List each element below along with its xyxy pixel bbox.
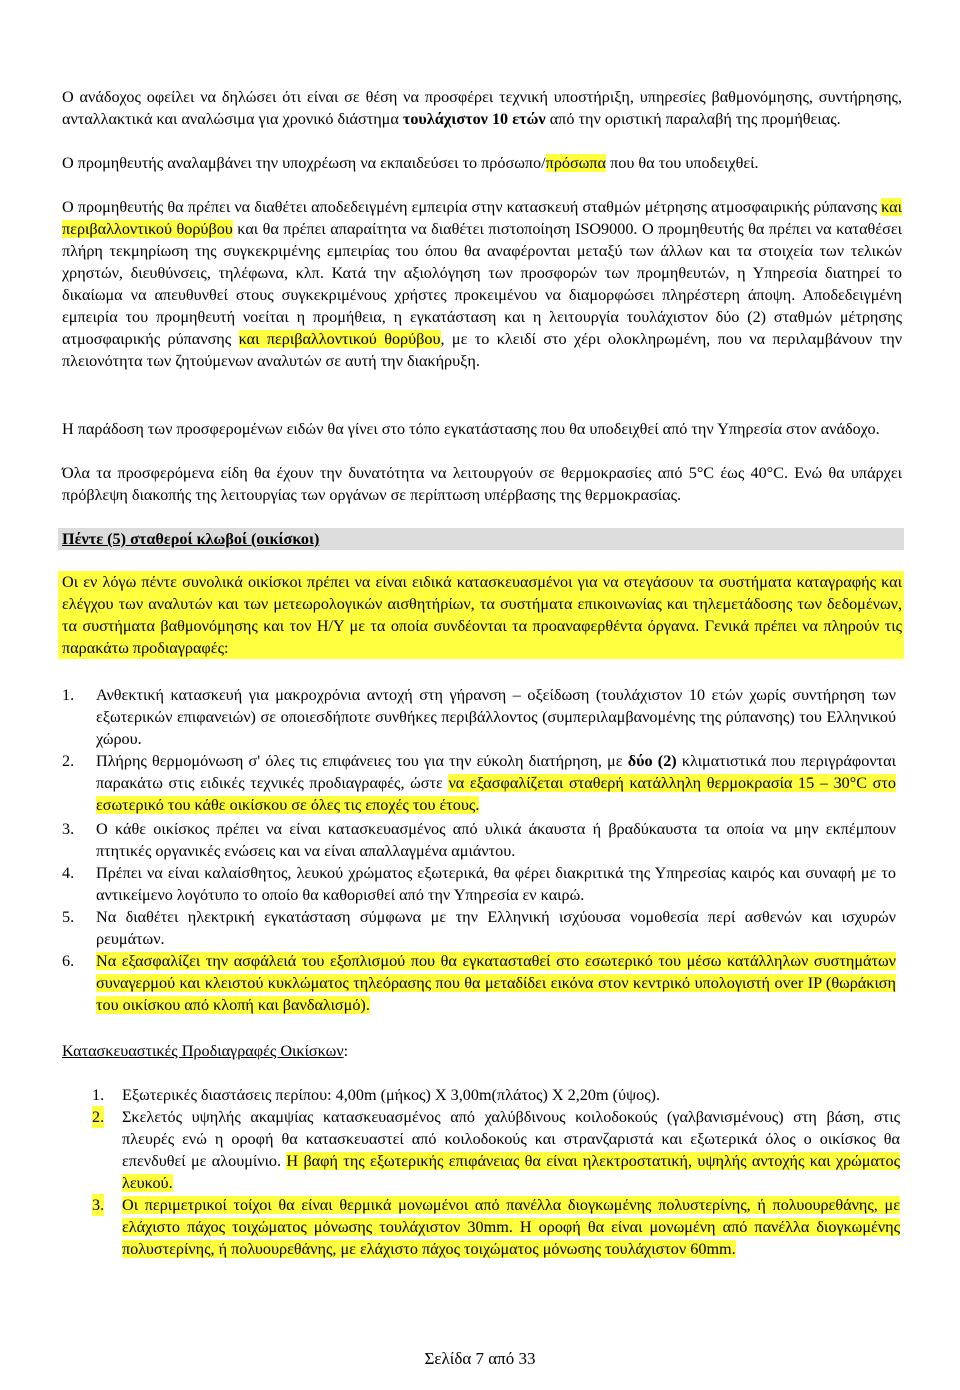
paragraph-training: Ο προμηθευτής αναλαμβάνει την υποχρέωση να εκπαιδεύσει το πρόσωπο/πρόσωπα που θα του υποδειχθεί. [62, 154, 759, 172]
req-number-5: 5. [62, 908, 75, 926]
req-number-6: 6. [62, 952, 75, 970]
section-heading: Πέντε (5) σταθεροί κλωβοί (οικίσκοι) [62, 530, 320, 548]
req-number-4: 4. [62, 864, 75, 882]
paragraph-experience: Ο προμηθευτής θα πρέπει να διαθέτει αποδεδειγμένη εμπειρία στην κατασκευή σταθμών μέτρησης ατμοσφαιρικής ρύπανσης και περιβαλλοντικού θορύβου και θα πρέπει απαραίτητα να διαθέτει πιστοποίηση ISO9000. Ο προμηθευτής θα πρέπει να καταθέσει πλήρη τεκμηρίωση της συγκεκριμένης εμπειρίας του όπου θα αναφέρονται μεταξύ των άλλων και τα στοιχεία των τελικών χρηστών, διευθύνσεις, τηλέφωνα, κλπ. Κατά την αξιολόγηση των προσφορών των προμηθευτών, η Υπηρεσία διατηρεί το δικαίωμα να απευθυνθεί στους συγκεκριμένους χρήστες προκειμένου να διαμορφώσει πληρέστερη άποψη. Αποδεδειγμένη εμπειρία του προμηθευτή νοείται η προμήθεια, η εγκατάσταση και η λειτουργία τουλάχιστον δύο (2) σταθμών μέτρησης ατμοσφαιρικής ρύπανσης και περιβαλλοντικού θορύβου, με το κλειδί στο χέρι ολοκληρωμένη, που να περιλαμβάνουν την πλειονότητα των ζητούμενων αναλυτών σε αυτή την διακήρυξη. [62, 198, 903, 370]
section-intro: Οι εν λόγω πέντε συνολικά οικίσκοι πρέπει να είναι ειδικά κατασκευασμένοι για να στεγάσουν τα συστήματα καταγραφής και ελέγχου των αναλυτών και των μετεωρολογικών αισθητήρίων, τα συστήματα επικοινωνίας και τηλεμετάδοσης των δεδομένων, τα συστήματα βαθμονόμησης και τον Η/Υ με τα οποία συνδέονται τα προαναφερθέντα όργανα. Γενικά πρέπει να πληρούν τις παρακάτω προδιαγραφές: [62, 573, 902, 657]
req-number-3: 3. [62, 820, 75, 838]
spec-item-3: Οι περιμετρικοί τοίχοι θα είναι θερμικά μονωμένοι από πανέλλα διογκωμένης πολυστερίνης, ή πολυουρεθάνης, με ελάχιστο πάχος τοιχώματος μόνωσης τουλάχιστον 30mm. Η οροφή θα είναι μονωμένη από πανέλλα διογκωμένης πολυστερίνης, ή πολυουρεθάνης, με ελάχιστο πάχος τοιχώματος μόνωσης τουλάχιστον 60mm. [122, 1196, 900, 1258]
req-item-3: Ο κάθε οικίσκος πρέπει να είναι κατασκευασμένος από υλικά άκαυστα ή βραδύκαυστα τα οποία να μην εκπέμπουν πτητικές οργανικές ενώσεις και να είναι απαλλαγμένα αμιάντου. [96, 820, 896, 860]
paragraph-support: Ο ανάδοχος οφείλει να δηλώσει ότι είναι σε θέση να προσφέρει τεχνική υποστήριξη, υπηρεσίες βαθμονόμησης, συντήρησης, ανταλλακτικά και αναλώσιμα για χρονικό διάστημα τουλάχιστον 10 ετών από την οριστική παραλαβή της προμήθειας. [62, 88, 902, 128]
paragraph-temperature: Όλα τα προσφερόμενα είδη θα έχουν την δυνατότητα να λειτουργούν σε θερμοκρασίες από 5°C έως 40°C. Ενώ θα υπάρχει πρόβλεψη διακοπής της λειτουργίας των οργάνων σε περίπτωση υπέρβασης της θερμοκρασίας. [62, 464, 902, 504]
spec-item-1: Εξωτερικές διαστάσεις περίπου: 4,00m (μήκος) Χ 3,00m(πλάτος) Χ 2,20m (ύψος). [122, 1086, 661, 1104]
req-item-2: Πλήρης θερμομόνωση σ' όλες τις επιφάνειες του για την εύκολη διατήρηση, με δύο (2) κλιματιστικά που περιγράφονται παρακάτω στις ειδικές τεχνικές προδιαγραφές, ώστε να εξασφαλίζεται σταθερή κατάλληλη θερμοκρασία 15 – 30°C στο εσωτερικό του κάθε οικίσκου σε όλες τις εποχές του έτους. [96, 752, 896, 814]
req-item-4: Πρέπει να είναι καλαίσθητος, λευκού χρώματος εξωτερικά, θα φέρει διακριτικά της Υπηρεσίας καιρός και συναφή με το αντικείμενο λογότυπο το οποίο θα καθορισθεί από την Υπηρεσία εν καιρώ. [96, 864, 896, 904]
specs-heading: Κατασκευαστικές Προδιαγραφές Οικίσκων: [62, 1042, 349, 1060]
req-item-5: Να διαθέτει ηλεκτρική εγκατάσταση σύμφωνα με την Ελληνική ισχύουσα νομοθεσία περί ασθενών και ισχυρών ρευμάτων. [96, 908, 896, 948]
req-item-1: Ανθεκτική κατασκευή για μακροχρόνια αντοχή στη γήρανση – οξείδωση (τουλάχιστον 10 ετών χωρίς συντήρηση των εξωτερικών επιφανειών) σε οποιεσδήποτε συνθήκες περιβάλλοντος (συμπεριλαμβανομένης της ρύπανσης) του Ελληνικού χώρου. [96, 686, 896, 748]
req-item-6: Να εξασφαλίζει την ασφάλειά του εξοπλισμού που θα εγκατασταθεί στο εσωτερικό του μέσω κατάλληλων συστημάτων συναγερμού και κλειστού κυκλώματος τηλεόρασης που θα μεταδίδει εικόνα στον κεντρικό υπολογιστή over IP (θωράκιση του οικίσκου από κλοπή και βανδαλισμό). [96, 952, 896, 1014]
spec-item-2: Σκελετός υψηλής ακαμψίας κατασκευασμένος από χαλύβδινους κοιλοδοκούς (γαλβανισμένους) στη βάση, στις πλευρές ενώ η οροφή θα κατασκευαστεί από κοιλοδοκούς και στρανζαριστά και εξωτερικά όλος ο οικίσκος θα επενδυθεί με αλουμίνιο. Η βαφή της εξωτερικής επιφάνειας θα είναι ηλεκτροστατική, υψηλής αντοχής και χρώματος λευκού. [122, 1108, 900, 1192]
req-number-1: 1. [62, 686, 75, 704]
spec-number-1: 1. [92, 1086, 105, 1104]
paragraph-delivery: Η παράδοση των προσφερομένων ειδών θα γίνει στο τόπο εγκατάστασης που θα υποδειχθεί από την Υπηρεσία στον ανάδοχο. [62, 420, 880, 438]
page-footer: Σελίδα 7 από 33 [424, 1349, 536, 1368]
spec-number-3: 3. [92, 1196, 105, 1214]
req-number-2: 2. [62, 752, 75, 770]
spec-number-2: 2. [92, 1108, 105, 1126]
